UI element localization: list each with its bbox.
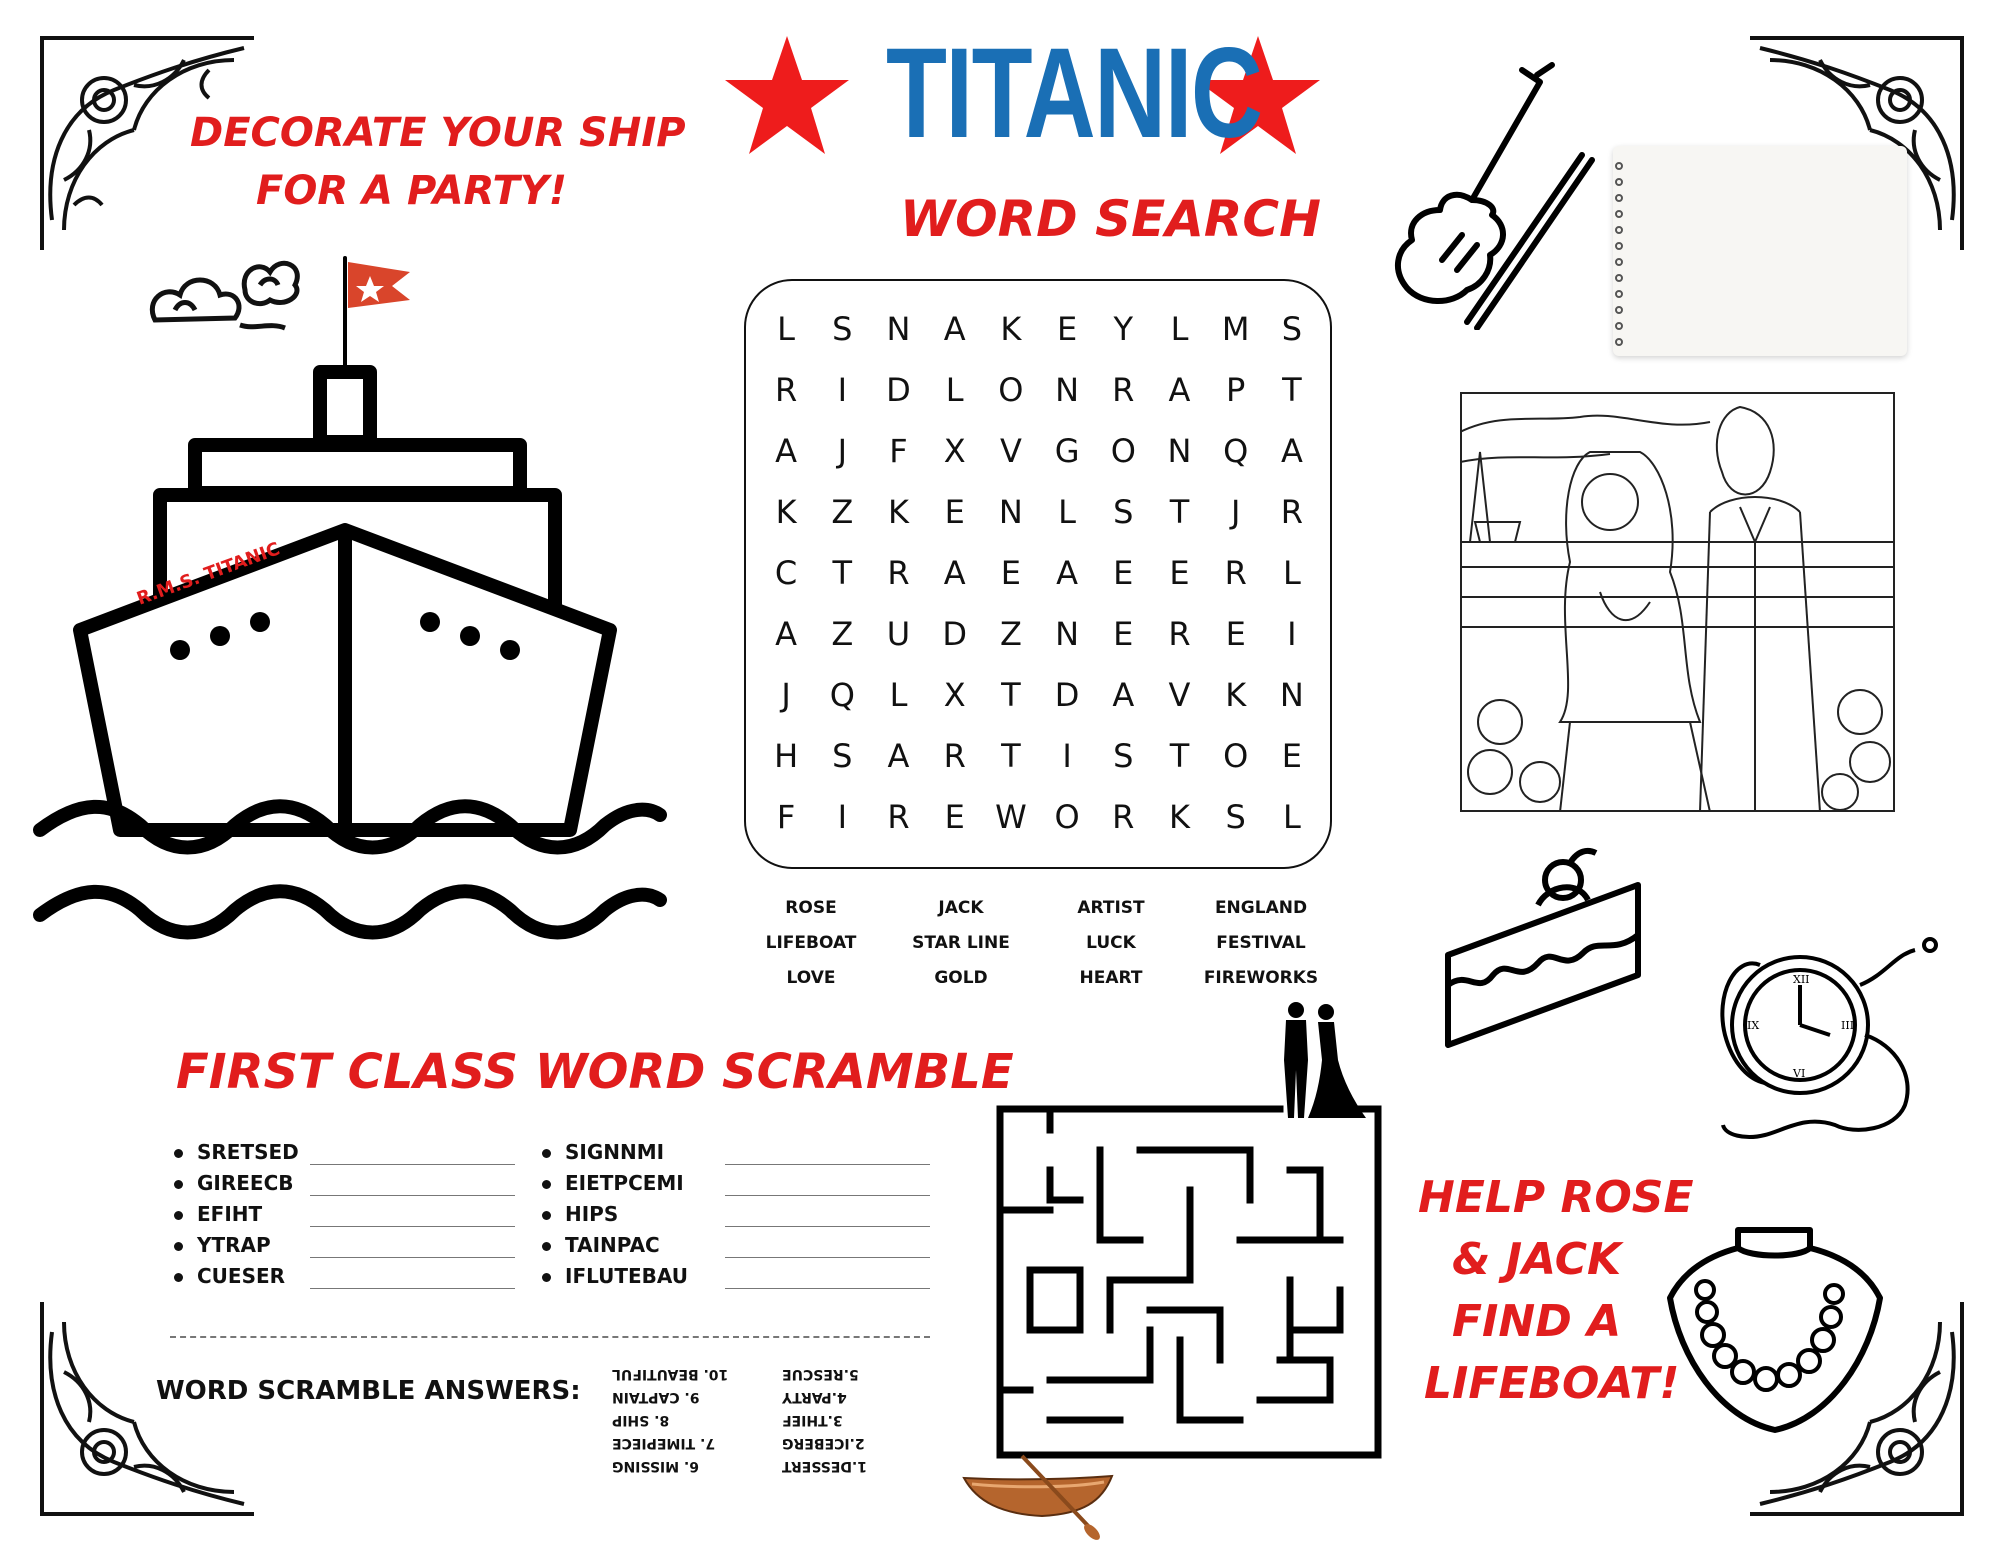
grid-letter: J [781, 676, 791, 715]
grid-letter: I [837, 370, 847, 409]
grid-letter: I [837, 798, 847, 837]
grid-letter: R [887, 553, 910, 592]
grid-letter: C [774, 553, 798, 592]
scrambled-word-text: EIETPCEMI [565, 1171, 684, 1195]
grid-letter: S [1113, 492, 1134, 531]
scrambled-word [542, 1202, 618, 1226]
bullet-dot [542, 1149, 551, 1158]
scramble-answer: 4.PARTY [782, 1389, 847, 1405]
scramble-answers-right [612, 1362, 730, 1477]
grid-letter: O [1110, 431, 1136, 470]
grid-letter: Y [1113, 309, 1134, 348]
bullet-dot [542, 1180, 551, 1189]
scrambled-word [542, 1171, 684, 1195]
bullet-dot [542, 1211, 551, 1220]
grid-letter: D [886, 370, 911, 409]
grid-letter: O [1223, 737, 1249, 776]
pocket-watch-icon [1705, 935, 1945, 1145]
scramble-divider [170, 1336, 930, 1338]
grid-letter: T [1001, 737, 1021, 776]
star-icon [722, 34, 852, 158]
grid-letter: Z [831, 615, 854, 654]
grid-letter: A [775, 615, 798, 654]
answer-line[interactable] [725, 1257, 930, 1258]
scramble-answer: 1.DESSERT [782, 1458, 868, 1474]
page-title: TITANIC [886, 22, 1262, 165]
grid-letter: S [832, 309, 853, 348]
grid-letter: Z [831, 492, 854, 531]
svg-text:VI: VI [1793, 1067, 1806, 1080]
grid-letter: A [1056, 553, 1079, 592]
scrambled-word [174, 1171, 294, 1195]
grid-letter: Z [999, 615, 1022, 654]
grid-letter: N [1279, 676, 1304, 715]
couple-silhouette-icon [1268, 1000, 1368, 1118]
grid-letter: X [943, 431, 966, 470]
bullet-dot [174, 1211, 183, 1220]
grid-letter: F [776, 798, 796, 837]
bullet-dot [174, 1149, 183, 1158]
svg-text:III: III [1841, 1019, 1855, 1032]
bullet-dot [174, 1180, 183, 1189]
scramble-answer: 2.ICEBERG [782, 1435, 865, 1451]
scramble-answer: 7. TIMEPIECE [612, 1435, 716, 1451]
scramble-answer: 10. BEAUTIFUL [612, 1366, 729, 1382]
grid-letter: N [1055, 615, 1080, 654]
svg-text:IX: IX [1747, 1019, 1760, 1032]
bullet-dot [174, 1242, 183, 1251]
grid-letter: A [943, 309, 966, 348]
grid-letter: D [1054, 676, 1080, 715]
grid-letter: N [998, 492, 1023, 531]
notepad-icon [1613, 146, 1907, 356]
grid-letter: J [837, 431, 847, 470]
grid-letter: A [1112, 676, 1135, 715]
grid-letter: L [1282, 798, 1301, 837]
grid-letter: V [1168, 676, 1191, 715]
scrambled-word-text: HIPS [565, 1202, 619, 1226]
maze-heading-line3: FIND A [1452, 1296, 1622, 1347]
grid-letter: R [1280, 492, 1304, 531]
scrambled-word-text: SRETSED [197, 1140, 299, 1164]
answer-line[interactable] [310, 1164, 515, 1165]
search-word: GOLD [934, 968, 988, 988]
scramble-answers-left [782, 1362, 870, 1477]
grid-letter: M [1221, 309, 1250, 348]
grid-letter: T [1169, 737, 1190, 776]
scrambled-word-text: GIREECB [197, 1171, 294, 1195]
search-word: FESTIVAL [1216, 933, 1306, 953]
grid-letter: Q [1223, 431, 1249, 470]
maze-heading-line2: & JACK [1452, 1234, 1622, 1285]
answer-line[interactable] [725, 1164, 930, 1165]
grid-letter: N [886, 309, 911, 348]
scrambled-word [542, 1233, 660, 1257]
grid-letter: D [942, 615, 968, 654]
scramble-answer: 6. MISSING [612, 1458, 700, 1474]
grid-letter: R [887, 798, 910, 837]
search-word: LUCK [1086, 933, 1136, 953]
ship-label: R.M.S. TITANIC [134, 538, 283, 610]
grid-letter: K [1169, 798, 1190, 837]
violin-icon [1362, 60, 1602, 330]
grid-letter: T [832, 553, 853, 592]
bullet-dot [542, 1242, 551, 1251]
grid-letter: R [1112, 370, 1135, 409]
svg-text:XII: XII [1793, 973, 1810, 986]
scramble-answers-label: WORD SCRAMBLE ANSWERS: [156, 1376, 581, 1406]
grid-letter: L [777, 309, 795, 348]
answer-line[interactable] [725, 1226, 930, 1227]
bullet-dot [542, 1273, 551, 1282]
grid-letter: H [774, 737, 799, 776]
grid-letter: E [1000, 553, 1021, 592]
scrambled-word-text: YTRAP [197, 1233, 271, 1257]
cake-icon [1438, 845, 1658, 1055]
grid-letter: E [1113, 615, 1134, 654]
grid-letter: L [889, 676, 908, 715]
grid-letter: L [1282, 553, 1301, 592]
grid-letter: S [1113, 737, 1134, 776]
answer-line[interactable] [725, 1195, 930, 1196]
corner-ornament-icon [34, 1292, 264, 1522]
scramble-answer: 9. CAPTAIN [612, 1389, 700, 1405]
scrambled-word [174, 1233, 271, 1257]
answer-line[interactable] [310, 1288, 515, 1289]
grid-letter: N [1167, 431, 1192, 470]
maze-heading-line1: HELP ROSE [1418, 1172, 1694, 1223]
decorate-heading-line2: FOR A PARTY! [256, 168, 568, 214]
grid-letter: A [775, 431, 798, 470]
grid-letter: O [1054, 798, 1080, 837]
answer-line[interactable] [725, 1288, 930, 1289]
grid-letter: I [1062, 737, 1072, 776]
scrambled-word [174, 1264, 285, 1288]
grid-letter: G [1054, 431, 1080, 470]
answer-line[interactable] [310, 1257, 515, 1258]
scrambled-word [174, 1202, 262, 1226]
search-word: HEART [1079, 968, 1143, 988]
search-word: ARTIST [1077, 898, 1145, 918]
scramble-answer: 5.RESCUE [782, 1366, 859, 1382]
grid-letter: E [1169, 553, 1190, 592]
search-word: STAR LINE [912, 933, 1010, 953]
grid-letter: L [945, 370, 964, 409]
decorate-heading-line1: DECORATE YOUR SHIP [190, 110, 686, 156]
grid-letter: W [995, 798, 1027, 837]
word-search-grid [758, 298, 1320, 848]
grid-letter: E [944, 798, 965, 837]
scrambled-word-text: CUESER [197, 1264, 286, 1288]
scrambled-word-text: IFLUTEBAU [565, 1264, 689, 1288]
grid-letter: K [1000, 309, 1022, 348]
grid-letter: K [1225, 676, 1247, 715]
grid-letter: E [1113, 553, 1134, 592]
scrambled-word-text: SIGNNMI [565, 1140, 665, 1164]
scrambled-word [542, 1264, 688, 1288]
answer-line[interactable] [310, 1226, 515, 1227]
search-word: ENGLAND [1214, 898, 1308, 918]
ship-illustration [30, 250, 670, 950]
rowboat-icon [962, 1452, 1122, 1542]
search-word: JACK [938, 898, 984, 918]
grid-letter: K [775, 492, 797, 531]
scramble-answer: 8. SHIP [612, 1412, 670, 1428]
scrambled-word [174, 1140, 299, 1164]
grid-letter: E [1281, 737, 1302, 776]
grid-letter: R [1168, 615, 1191, 654]
bullet-dot [174, 1273, 183, 1282]
scramble-answer: 3.THIEF [782, 1412, 843, 1428]
grid-letter: V [999, 431, 1022, 470]
grid-letter: A [943, 553, 966, 592]
grid-letter: N [1055, 370, 1080, 409]
scrambled-word-text: EFIHT [197, 1202, 263, 1226]
search-word: LIFEBOAT [765, 933, 857, 953]
grid-letter: R [943, 737, 966, 776]
answer-line[interactable] [310, 1195, 515, 1196]
grid-letter: X [943, 676, 966, 715]
grid-letter: S [1225, 798, 1246, 837]
grid-letter: E [944, 492, 965, 531]
grid-letter: A [887, 737, 910, 776]
grid-letter: Q [829, 676, 855, 715]
grid-letter: E [1225, 615, 1246, 654]
grid-letter: R [1112, 798, 1135, 837]
grid-letter: F [889, 431, 908, 470]
search-word: ROSE [785, 898, 837, 918]
grid-letter: L [1058, 492, 1076, 531]
search-word: LOVE [786, 968, 836, 988]
grid-letter: S [832, 737, 853, 776]
grid-letter: J [1230, 492, 1241, 531]
grid-letter: K [888, 492, 909, 531]
grid-letter: I [1287, 615, 1297, 654]
grid-letter: T [1001, 676, 1021, 715]
grid-letter: R [774, 370, 798, 409]
couple-illustration [1460, 392, 1895, 812]
grid-letter: O [998, 370, 1024, 409]
scrambled-word-text: TAINPAC [565, 1233, 660, 1257]
grid-letter: T [1282, 370, 1302, 409]
word-search-subtitle: WORD SEARCH [900, 190, 1321, 248]
grid-letter: T [1169, 492, 1190, 531]
grid-letter: U [886, 615, 911, 654]
grid-letter: R [1224, 553, 1247, 592]
grid-letter: E [1056, 309, 1078, 348]
scrambled-word [542, 1140, 664, 1164]
scramble-heading: FIRST CLASS WORD SCRAMBLE [176, 1044, 1014, 1100]
grid-letter: A [1168, 370, 1191, 409]
grid-letter: A [1280, 431, 1303, 470]
maze-heading-line4: LIFEBOAT! [1424, 1358, 1680, 1409]
grid-letter: P [1226, 370, 1246, 409]
grid-letter: L [1170, 309, 1189, 348]
search-word: FIREWORKS [1203, 968, 1319, 988]
grid-letter: S [1281, 309, 1303, 348]
necklace-icon [1660, 1218, 1890, 1438]
